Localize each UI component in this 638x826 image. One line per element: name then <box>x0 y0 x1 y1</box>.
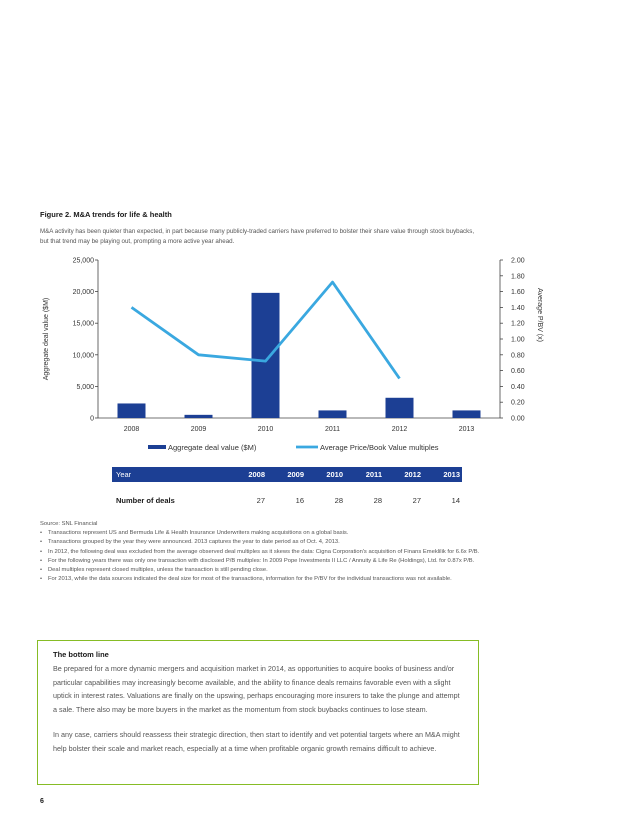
bar <box>185 415 213 418</box>
table-header-year: Year <box>116 470 132 479</box>
table-row <box>112 490 462 510</box>
figure-caption: M&A activity has been quieter than expected, in part because many publicly-traded carriers have preferred to bolster their share value through stock buybacks, but that trend may be playing out, prompting a more active year ahead. <box>40 228 475 245</box>
bar <box>386 398 414 418</box>
table-cell: 28 <box>373 495 382 505</box>
y2-tick-label: 0.00 <box>511 415 525 423</box>
bar <box>319 410 347 418</box>
source-note: • In 2012, the following deal was excluded from the average observed deal multiples as it skews the data: Cigna Corporation's acquisition of Finans Emeklilik for 6.6x P/B. <box>40 548 510 557</box>
bar <box>252 293 280 418</box>
y2-tick-label: 0.80 <box>511 352 525 360</box>
table-year: 2013 <box>443 470 460 479</box>
table-year: 2008 <box>248 470 265 479</box>
bar <box>453 410 481 418</box>
table-year: 2009 <box>287 470 304 479</box>
source-note: • Deal multiples represent closed multiples, unless the transaction is still pending close. <box>40 566 510 575</box>
table-year: 2012 <box>404 470 421 479</box>
figure-title: Figure 2. M&A trends for life & health <box>40 210 172 219</box>
y2-tick-label: 1.40 <box>511 304 525 312</box>
y-tick-label: 15,000 <box>72 320 94 328</box>
x-tick-label: 2013 <box>458 426 475 433</box>
table-cell: 27 <box>412 495 421 505</box>
x-tick-label: 2011 <box>324 426 341 433</box>
table-cell: 27 <box>256 495 265 505</box>
bar <box>118 403 146 418</box>
sources-notes <box>40 520 510 584</box>
table-year: 2011 <box>365 470 382 479</box>
legend-swatch-bar <box>148 445 166 449</box>
sources-heading: Source: SNL Financial <box>40 521 98 527</box>
y2-tick-label: 1.20 <box>511 320 525 328</box>
legend-label: Average Price/Book Value multiples <box>320 443 439 452</box>
y2-tick-label: 2.00 <box>511 257 525 265</box>
table-year: 2010 <box>326 470 343 479</box>
y-axis-title: Aggregate deal value ($M) <box>43 297 50 381</box>
y-tick-label: 20,000 <box>72 289 94 297</box>
y2-tick-label: 1.60 <box>511 289 525 297</box>
source-note: • For the following years there was only one transaction with disclosed P/B multiples: In 2009 Pope Investments II LLC / Annuity & Life Re (Holdings), Ltd. for 0.87x P/B. <box>40 557 510 566</box>
y2-tick-label: 0.20 <box>511 399 525 407</box>
x-tick-label: 2012 <box>391 426 408 433</box>
deal-value-chart <box>0 250 638 460</box>
table-cell: 16 <box>295 495 304 505</box>
y-tick-label: 25,000 <box>72 257 94 265</box>
legend-label: Aggregate deal value ($M) <box>168 443 257 452</box>
bottom-line-box <box>37 640 479 785</box>
y-tick-label: 5,000 <box>76 383 94 391</box>
bottom-line-title: The bottom line <box>53 650 109 659</box>
y2-tick-label: 0.60 <box>511 368 525 376</box>
source-note: • Transactions represent US and Bermuda Life & Health Insurance Underwriters making acquisitions on a global basis. <box>40 529 510 538</box>
x-tick-label: 2008 <box>123 426 140 433</box>
table-cell: 28 <box>334 495 343 505</box>
deals-table-header <box>112 467 462 482</box>
y-tick-label: 0 <box>90 415 94 423</box>
y2-tick-label: 1.00 <box>511 336 525 344</box>
y2-tick-label: 1.80 <box>511 273 525 281</box>
table-cell: 14 <box>451 495 460 505</box>
bottom-line-paragraph: Be prepared for a more dynamic mergers and acquisition market in 2014, as opportunities to acquire books of business and/or particular capabilities may increasingly become available, and the ability to finance deals remains favorable even with a slight uptick in interest rates. Valuations are finally on the upswing, perhaps encouraging more insurers to take the plunge and attempt a sale. There also may be more buyers in the market as the momentum from stock buybacks continues to lose steam. <box>53 664 460 714</box>
source-note: • For 2013, while the data sources indicated the deal size for most of the transactions, information for the P/BV for the individual transactions was not available. <box>40 575 510 584</box>
table-row-label: Number of deals <box>116 495 175 505</box>
bottom-line-paragraph: In any case, carriers should reassess their strategic direction, then start to identify and vet potential targets where an M&A might help bolster their scale and market reach, especially at a time when profitable organic growth remains difficult to achieve. <box>53 730 460 753</box>
y2-tick-label: 0.40 <box>511 383 525 391</box>
y2-axis-title: Average P/BV (x) <box>536 288 543 342</box>
source-note: • Transactions grouped by the year they were announced. 2013 captures the year to date period as of Oct. 4, 2013. <box>40 538 510 547</box>
deals-table <box>112 467 462 510</box>
x-tick-label: 2010 <box>257 426 274 433</box>
page-number: 6 <box>40 798 44 805</box>
y-tick-label: 10,000 <box>72 352 94 360</box>
x-tick-label: 2009 <box>190 426 207 433</box>
